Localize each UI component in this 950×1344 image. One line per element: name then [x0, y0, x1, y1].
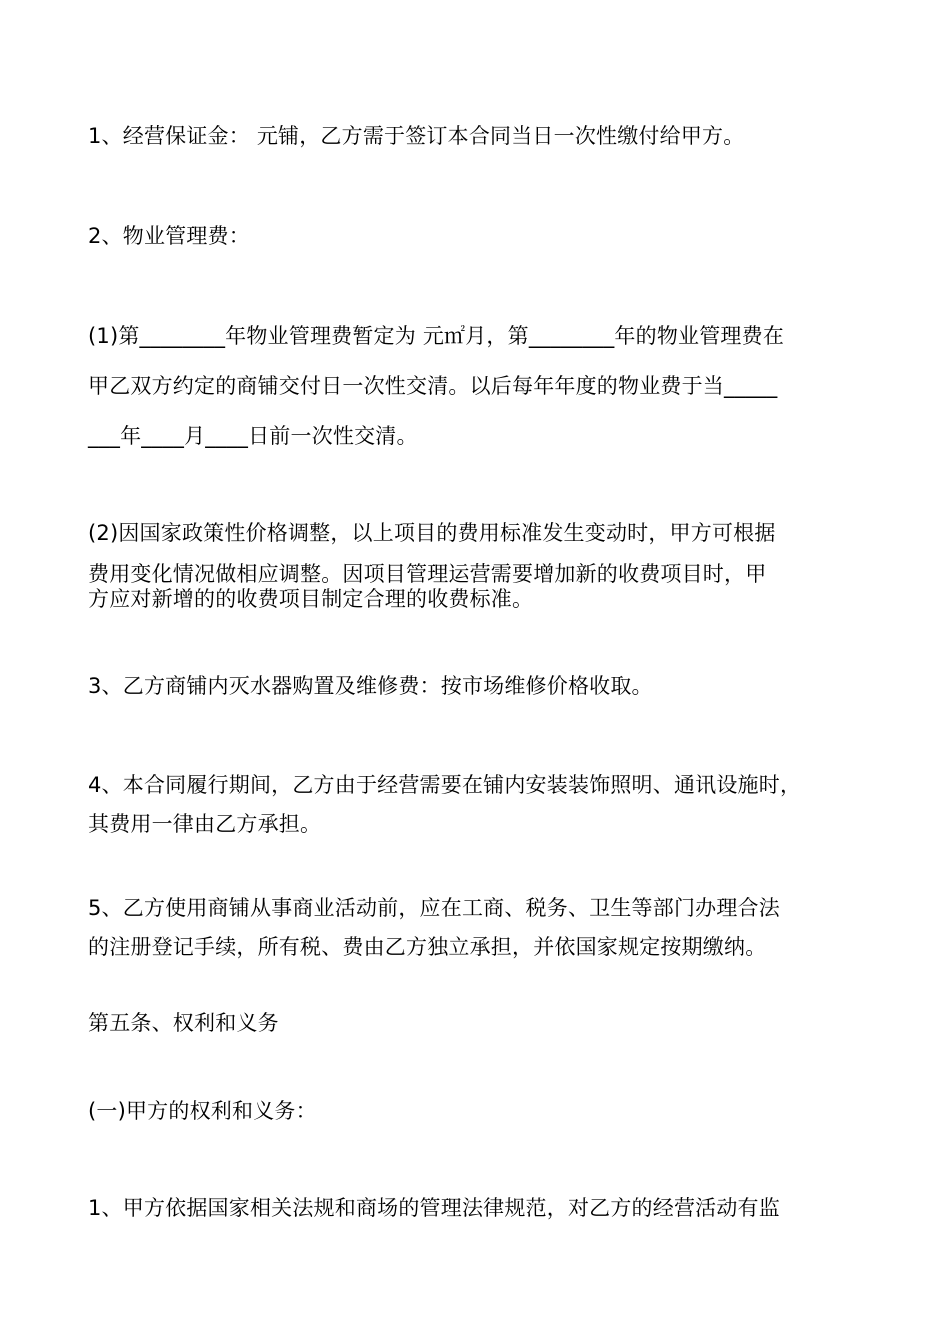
clause-2-2-line-1: (2)因国家政策性价格调整，以上项目的费用标准发生变动时，甲方可根据 [88, 521, 776, 545]
clause-2-1-line-1: (1)第________年物业管理费暂定为 元㎡月，第________年的物业管理费在 [88, 324, 785, 348]
clause-2-2-line-2: 费用变化情况做相应调整。因项目管理运营需要增加新的收费项目时，甲 [88, 562, 767, 586]
clause-2-1-line-2: 甲乙双方约定的商铺交付日一次性交清。以后每年年度的物业费于当_____ [88, 374, 778, 398]
clause-3-fire-extinguisher: 3、乙方商铺内灭水器购置及维修费：按市场维修价格收取。 [88, 674, 653, 698]
clause-5-line-2: 的注册登记手续，所有税、费由乙方独立承担，并依国家规定按期缴纳。 [88, 935, 767, 959]
party-a-item-1: 1、甲方依据国家相关法规和商场的管理法律规范，对乙方的经营活动有监 [88, 1196, 780, 1220]
clause-2-2-line-3: 方应对新增的的收费项目制定合理的收费标准。 [88, 587, 534, 611]
clause-4-line-2: 其费用一律由乙方承担。 [88, 812, 322, 836]
clause-2-property-fee-heading: 2、物业管理费： [88, 224, 250, 248]
clause-4-line-1: 4、本合同履行期间，乙方由于经营需要在铺内安装装饰照明、通讯设施时， [88, 773, 802, 797]
article-5-heading: 第五条、权利和义务 [88, 1011, 279, 1035]
clause-5-line-1: 5、乙方使用商铺从事商业活动前，应在工商、税务、卫生等部门办理合法 [88, 896, 780, 920]
clause-2-1-line-3: ___年____月____日前一次性交清。 [88, 424, 418, 448]
clause-1-deposit: 1、经营保证金： 元铺，乙方需于签订本合同当日一次性缴付给甲方。 [88, 124, 745, 148]
section-party-a-heading: (一)甲方的权利和义务： [88, 1099, 317, 1123]
